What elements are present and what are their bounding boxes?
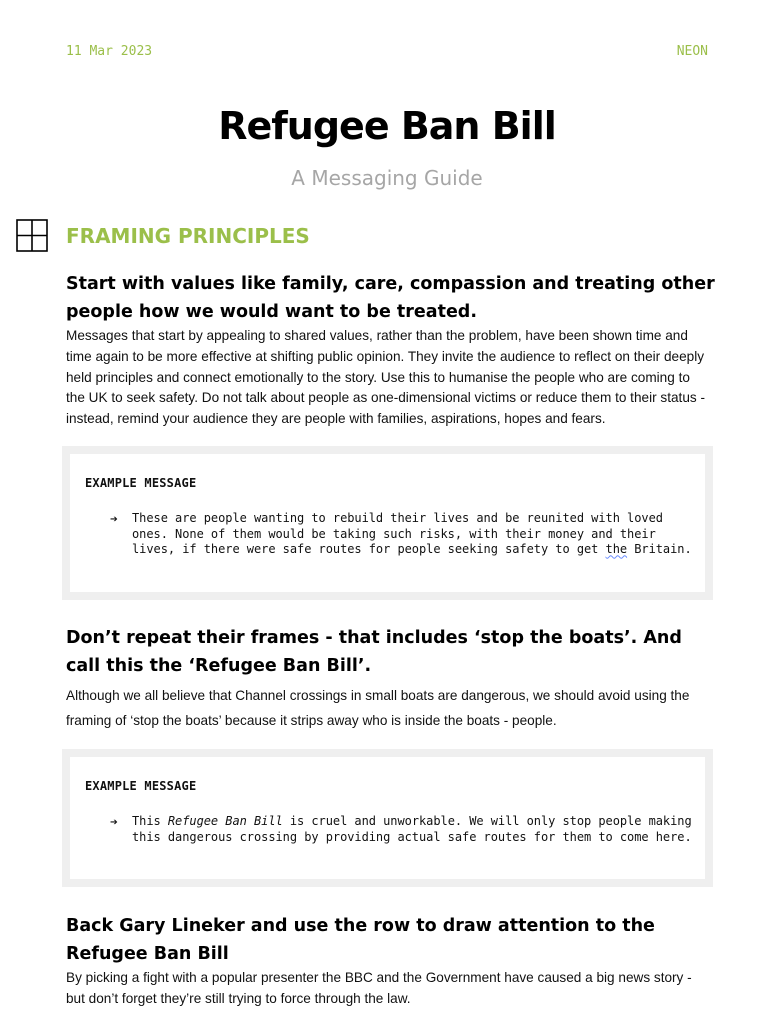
grid-icon [16,219,48,252]
spellcheck-flagged-word[interactable]: the [605,542,628,557]
page-header [66,44,708,59]
principle-heading: Don’t repeat their frames - that includes ‘stop the boats’. And call this the ‘Refugee Ban Bill’. [66,628,682,676]
document-title: Refugee Ban Bill [218,104,556,148]
example-message-label: EXAMPLE MESSAGE [85,476,197,490]
example-text-part: Britain. [627,542,692,557]
example-message-text [132,814,692,845]
brand-label: NEON [676,44,708,59]
arrow-right-icon: ➔ [110,512,118,527]
example-message-box [62,749,713,887]
example-message-label: EXAMPLE MESSAGE [85,779,197,793]
example-message-inner [70,454,705,592]
document-subtitle: A Messaging Guide [291,166,483,190]
example-text-emphasis: Refugee Ban Bill [167,814,283,828]
principle-heading: Back Gary Lineker and use the row to draw attention to the Refugee Ban Bill [66,916,655,964]
example-text-part: is cruel and unworkable. We will only stop people making this dangerous crossing by providing actual safe routes for them to come here. [132,814,692,844]
example-text-part: This [132,814,168,828]
example-message-text [132,511,692,558]
example-text-part: These are people wanting to rebuild their lives and be reunited with loved ones. None of them would be taking such risks, with their money and their lives, if there were safe routes for people seeking safety to get [132,511,663,557]
principle-body: By picking a fight with a popular presenter the BBC and the Government have caused a big news story - but don’t forget they’re still trying to force through the law. [66,970,692,1006]
principle-body: Messages that start by appealing to shared values, rather than the problem, have been shown time and time again to be more effective at shifting public opinion. They invite the audience to reflect on their deeply held principles and connect emotionally to the story. Use this to humanise the people who are coming to the UK to seek safety. Do not talk about people as one-dimensional victims or reduce them to their status - instead, remind your audience they are people with families, aspirations, hopes and fears. [66,328,705,427]
example-message-inner [70,757,705,879]
section-heading: FRAMING PRINCIPLES [66,224,310,248]
document-date: 11 Mar 2023 [66,44,153,59]
arrow-right-icon: ➔ [110,815,118,830]
principle-heading: Start with values like family, care, compassion and treating other people how we would want to be treated. [66,274,715,322]
principle-body: Although we all believe that Channel crossings in small boats are dangerous, we should avoid using the framing of ‘stop the boats’ because it strips away who is inside the boats - people. [66,688,690,728]
example-message-box [62,446,713,600]
